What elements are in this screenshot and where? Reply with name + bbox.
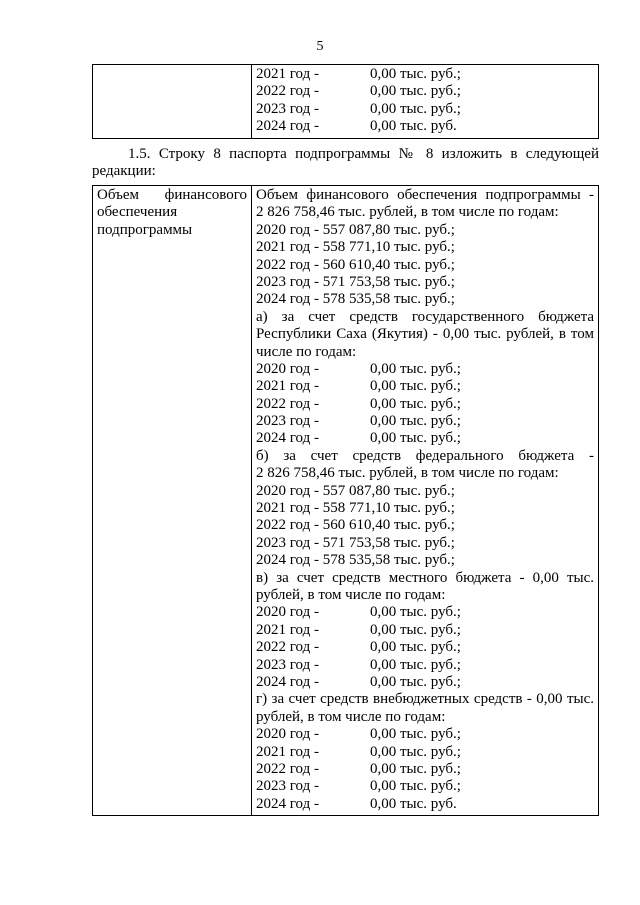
left-cell-line: Объем финансового <box>97 187 247 203</box>
year-label: 2023 год - <box>256 778 319 795</box>
amount-value: 0,00 тыс. руб.; <box>370 100 461 117</box>
year-label: 2024 год - <box>256 430 319 447</box>
year-line: 2021 год - 558 771,10 тыс. руб.; <box>256 239 455 256</box>
year-label: 2024 год - <box>256 118 319 135</box>
year-label: 2024 год - <box>256 795 319 812</box>
top-table <box>92 64 599 139</box>
total-line: 2 826 758,46 тыс. рублей, в том числе по годам: <box>256 204 559 221</box>
amount-value: 0,00 тыс. руб.; <box>370 430 461 447</box>
left-cell-line: подпрограммы <box>97 221 193 238</box>
year-label: 2021 год - <box>256 66 319 82</box>
year-line <box>256 761 594 778</box>
year-line <box>256 83 594 100</box>
year-line <box>256 66 594 83</box>
amount-value: 0,00 тыс. руб.; <box>370 656 461 673</box>
amount-value: 0,00 тыс. руб. <box>370 118 457 135</box>
table-row <box>93 65 599 139</box>
amount-value: 0,00 тыс. руб.; <box>370 66 461 82</box>
section-v-line: в) за счет средств местного бюджета - 0,00 тыс. <box>256 569 594 586</box>
section-b-line: б) за счет средств федерального бюджета - <box>256 447 594 464</box>
main-table-right-cell <box>252 186 599 816</box>
amount-value: 0,00 тыс. руб. <box>370 795 457 812</box>
year-line: 2022 год - 560 610,40 тыс. руб.; <box>256 517 455 534</box>
amendment-paragraph <box>92 146 599 181</box>
year-label: 2022 год - <box>256 760 319 777</box>
amount-value: 0,00 тыс. руб.; <box>370 673 461 690</box>
page-number: 5 <box>316 39 324 54</box>
year-line <box>256 639 594 656</box>
year-line <box>256 778 594 795</box>
section-a-line: Республики Саха (Якутия) - 0,00 тыс. рублей, в том <box>256 326 594 343</box>
amount-value: 0,00 тыс. руб.; <box>370 395 461 412</box>
year-label: 2022 год - <box>256 639 319 656</box>
year-line <box>256 744 594 761</box>
total-line: Объем финансового обеспечения подпрограммы - <box>256 187 594 203</box>
year-line: 2020 год - 557 087,80 тыс. руб.; <box>256 221 455 238</box>
top-table-right-cell <box>252 65 599 139</box>
amount-value: 0,00 тыс. руб.; <box>370 621 461 638</box>
year-label: 2021 год - <box>256 743 319 760</box>
amount-value: 0,00 тыс. руб.; <box>370 360 461 377</box>
amount-value: 0,00 тыс. руб.; <box>370 83 461 100</box>
year-line: 2020 год - 557 087,80 тыс. руб.; <box>256 482 455 499</box>
paragraph-line: 1.5. Строку 8 паспорта подпрограммы № 8 изложить в следующей <box>128 146 599 162</box>
left-cell-line: обеспечения <box>97 204 178 221</box>
year-line <box>256 101 594 118</box>
year-line <box>256 604 594 621</box>
amount-value: 0,00 тыс. руб.; <box>370 760 461 777</box>
year-line: 2024 год - 578 535,58 тыс. руб.; <box>256 552 455 569</box>
section-v-line: рублей, в том числе по годам: <box>256 586 446 603</box>
year-label: 2021 год - <box>256 621 319 638</box>
year-line <box>256 430 594 447</box>
amount-value: 0,00 тыс. руб.; <box>370 726 461 743</box>
year-line: 2021 год - 558 771,10 тыс. руб.; <box>256 500 455 517</box>
year-line: 2022 год - 560 610,40 тыс. руб.; <box>256 256 455 273</box>
year-line <box>256 396 594 413</box>
year-line <box>256 413 594 430</box>
table-row <box>93 186 599 816</box>
year-line <box>256 361 594 378</box>
year-line <box>256 726 594 743</box>
year-line: 2023 год - 571 753,58 тыс. руб.; <box>256 534 455 551</box>
year-line <box>256 796 594 813</box>
year-label: 2021 год - <box>256 378 319 395</box>
year-line <box>256 674 594 691</box>
section-a-line: а) за счет средств государственного бюджета <box>256 308 594 325</box>
year-line: 2023 год - 571 753,58 тыс. руб.; <box>256 273 455 290</box>
year-line <box>256 118 594 135</box>
section-g-line: г) за счет средств внебюджетных средств - 0,00 тыс. <box>256 691 594 708</box>
year-label: 2022 год - <box>256 83 319 100</box>
year-label: 2020 год - <box>256 726 319 743</box>
year-label: 2022 год - <box>256 395 319 412</box>
main-table <box>92 185 599 816</box>
year-label: 2023 год - <box>256 656 319 673</box>
amount-value: 0,00 тыс. руб.; <box>370 778 461 795</box>
year-line <box>256 378 594 395</box>
amount-value: 0,00 тыс. руб.; <box>370 378 461 395</box>
year-label: 2020 год - <box>256 360 319 377</box>
year-line <box>256 622 594 639</box>
section-g-line: рублей, в том числе по годам: <box>256 708 446 725</box>
amount-value: 0,00 тыс. руб.; <box>370 639 461 656</box>
main-table-left-cell <box>93 186 252 816</box>
section-a-line: числе по годам: <box>256 343 357 360</box>
section-b-line: 2 826 758,46 тыс. рублей, в том числе по годам: <box>256 465 559 482</box>
year-line: 2024 год - 578 535,58 тыс. руб.; <box>256 291 455 308</box>
year-label: 2023 год - <box>256 413 319 430</box>
year-line <box>256 657 594 674</box>
amount-value: 0,00 тыс. руб.; <box>370 743 461 760</box>
year-label: 2020 год - <box>256 604 319 621</box>
year-label: 2023 год - <box>256 100 319 117</box>
amount-value: 0,00 тыс. руб.; <box>370 604 461 621</box>
top-table-left-cell <box>93 65 252 139</box>
amount-value: 0,00 тыс. руб.; <box>370 413 461 430</box>
year-label: 2024 год - <box>256 673 319 690</box>
paragraph-line: редакции: <box>92 163 156 180</box>
